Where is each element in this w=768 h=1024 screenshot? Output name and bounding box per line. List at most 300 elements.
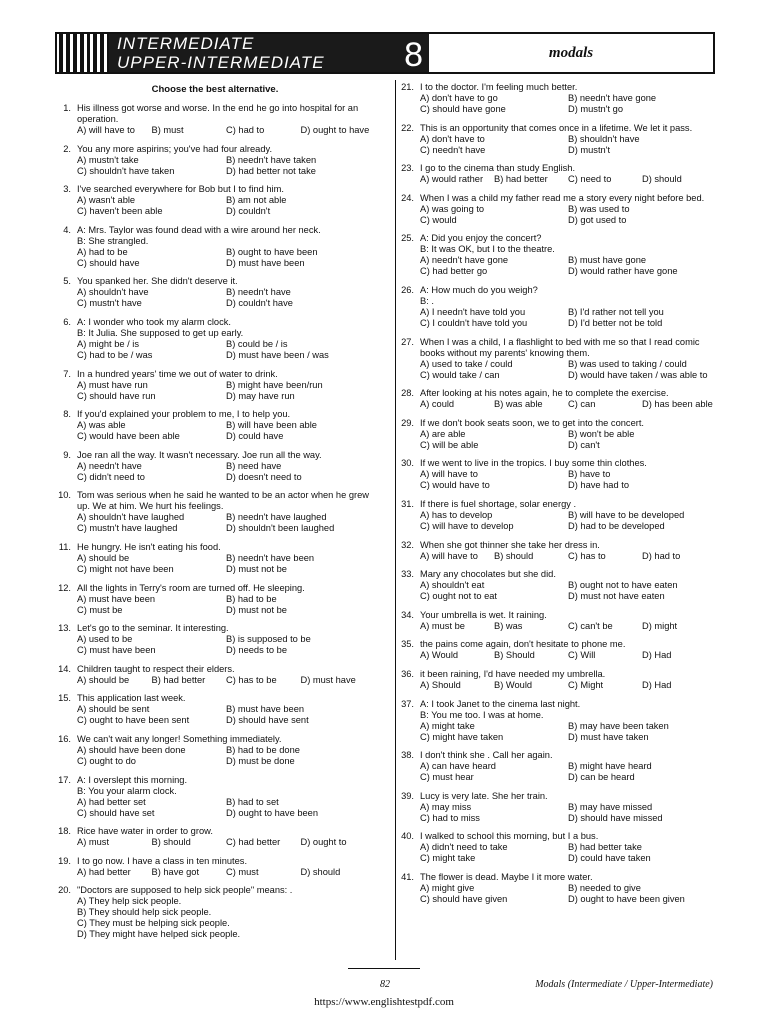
answer-option[interactable]: A) didn't need to take <box>420 842 508 853</box>
answer-option[interactable]: C) will have to develop <box>420 520 514 531</box>
answer-option[interactable]: A) will have to <box>77 125 135 135</box>
answer-option[interactable]: C) I couldn't have told you <box>420 317 528 328</box>
answer-option[interactable]: B) ought to have been <box>226 246 318 257</box>
answer-option[interactable]: C) will be able <box>420 439 479 450</box>
question-item <box>398 872 716 905</box>
question-number: 10. <box>58 490 71 501</box>
question-number: 35. <box>401 639 414 650</box>
question-stem: I walked to school this morning, but I a bus. <box>420 831 599 842</box>
answer-option[interactable]: C) should have set <box>77 807 155 818</box>
question-number: 5. <box>63 276 71 287</box>
question-stem: If you'd explained your problem to me, I to help you. <box>77 409 291 420</box>
answer-option[interactable]: A) needn't have gone <box>420 255 509 266</box>
question-stem: I don't think she . Call her again. <box>420 750 553 761</box>
answer-option[interactable]: B) Would <box>494 679 533 690</box>
question-item <box>398 499 716 532</box>
answer-option[interactable]: D) ought to have been <box>226 807 319 818</box>
answer-option[interactable]: B) must have been <box>226 704 305 715</box>
answer-option[interactable]: C) has to <box>568 550 606 561</box>
question-stem: A: How much do you weigh? B: . <box>420 284 538 306</box>
answer-option[interactable]: B) had better take <box>568 842 642 853</box>
question-number: 6. <box>63 316 71 327</box>
answer-option[interactable]: B) was used to taking / could <box>568 358 687 369</box>
answer-options <box>420 429 716 451</box>
answer-option[interactable]: A) should have been done <box>77 744 186 755</box>
question-item <box>55 664 375 686</box>
answer-option[interactable]: D) mustn't <box>568 144 611 155</box>
level-line-2: UPPER-INTERMEDIATE <box>117 53 325 72</box>
question-number: 15. <box>58 693 71 704</box>
answer-option[interactable]: B) needed to give <box>568 882 641 893</box>
footer-title: Modals (Intermediate / Upper-Intermediate) <box>535 979 713 990</box>
answer-options <box>77 512 375 534</box>
answer-option[interactable]: B) had to be <box>226 593 277 604</box>
answer-option[interactable]: D) had better not take <box>226 165 316 176</box>
answer-option[interactable]: B) have got <box>151 866 200 877</box>
answer-option[interactable]: A) used to be <box>77 634 133 645</box>
answer-option[interactable]: C) must be <box>77 604 123 615</box>
answer-option[interactable]: B) shouldn't have <box>568 133 640 144</box>
question-number: 39. <box>401 790 414 801</box>
answer-options <box>77 594 375 616</box>
answer-option[interactable]: D) needs to be <box>226 645 287 656</box>
answer-options <box>420 621 716 632</box>
question-stem: "Doctors are supposed to help sick people" means: . <box>77 885 293 896</box>
question-number: 21. <box>401 82 414 92</box>
question-stem: I've searched everywhere for Bob but I to find him. <box>77 184 284 195</box>
level-banner <box>109 34 429 72</box>
answer-option[interactable]: A) Would <box>420 650 459 661</box>
answer-option[interactable]: B) Should <box>494 650 535 661</box>
answer-option[interactable]: A) should be <box>77 674 130 685</box>
unit-header <box>55 32 715 74</box>
answer-option[interactable]: D) couldn't <box>226 206 271 217</box>
question-stem: His illness got worse and worse. In the end he go into hospital for an operation. <box>77 103 359 124</box>
question-stem: This application last week. <box>77 693 186 704</box>
question-stem: Rice have water in order to grow. <box>77 826 213 837</box>
question-item <box>55 490 375 534</box>
answer-options <box>420 359 716 381</box>
answer-option[interactable]: C) had to be / was <box>77 349 153 360</box>
question-number: 38. <box>401 750 414 761</box>
question-item <box>398 569 716 602</box>
question-item <box>398 285 716 329</box>
question-number: 37. <box>401 698 414 709</box>
instructions: Choose the best alternative. <box>151 84 279 95</box>
answer-option[interactable]: A) can have heard <box>420 761 496 772</box>
answer-option[interactable]: B) should <box>494 550 534 561</box>
answer-option[interactable]: D) must have been <box>226 257 305 268</box>
question-stem: Tom was serious when he said he wanted to be an actor when he grew up. We at him. We hurt his feelings. <box>77 490 369 512</box>
question-stem: A: I overslept this morning. B: You your alarm clock. <box>77 774 188 796</box>
answer-option[interactable]: C) might have taken <box>420 731 504 742</box>
answer-option[interactable]: B) must have gone <box>568 255 647 266</box>
answer-option[interactable]: C) would have been able <box>77 431 180 442</box>
answer-option[interactable]: C) mustn't have <box>77 298 142 309</box>
answer-option[interactable]: A) had better <box>77 866 131 877</box>
question-stem: If we don't book seats soon, we to get into the concert. <box>420 417 645 428</box>
answer-option[interactable]: A) shouldn't have laughed <box>77 512 185 523</box>
question-number: 40. <box>401 831 414 842</box>
answer-option[interactable]: A) needn't have <box>77 460 142 471</box>
question-item <box>398 699 716 743</box>
answer-option[interactable]: B) They should help sick people. <box>77 907 212 918</box>
answer-option[interactable]: B) may have missed <box>568 801 653 812</box>
question-number: 13. <box>58 623 71 634</box>
answer-option[interactable]: D) could have taken <box>568 853 651 864</box>
answer-options <box>77 634 375 656</box>
answer-option[interactable]: D) ought to have <box>300 125 370 135</box>
answer-options <box>77 125 375 136</box>
question-number: 32. <box>401 539 414 550</box>
answer-option[interactable]: D) should have missed <box>568 812 663 823</box>
answer-option[interactable]: A) shouldn't have <box>77 287 149 298</box>
answer-option[interactable]: D) might <box>642 620 678 631</box>
question-stem: This is an opportunity that comes once in a lifetime. We let it pass. <box>420 122 693 133</box>
question-number: 17. <box>58 774 71 785</box>
answer-option[interactable]: A) might give <box>420 882 475 893</box>
answer-option[interactable]: A) used to take / could <box>420 358 513 369</box>
question-number: 26. <box>401 284 414 295</box>
question-number: 11. <box>58 541 71 552</box>
answer-option[interactable]: C) shouldn't have taken <box>77 165 175 176</box>
question-stem: Children taught to respect their elders. <box>77 663 235 674</box>
answer-options <box>77 837 375 848</box>
column-divider <box>395 80 396 960</box>
answer-options <box>420 680 716 691</box>
question-item <box>55 734 375 767</box>
answer-option[interactable]: B) had to set <box>226 796 279 807</box>
answer-options <box>420 255 716 277</box>
answer-option[interactable]: B) needn't have laughed <box>226 512 327 523</box>
unit-number: 8 <box>404 36 423 74</box>
answer-option[interactable]: D) must not be <box>226 604 287 615</box>
question-item <box>55 623 375 656</box>
answer-option[interactable]: D) must not be <box>226 563 287 574</box>
answer-option[interactable]: C) haven't been able <box>77 206 163 217</box>
question-item <box>55 276 375 309</box>
answer-option[interactable]: C) should have run <box>77 390 156 401</box>
answer-option[interactable]: C) ought not to eat <box>420 591 498 602</box>
answer-option[interactable]: D) would have taken / was able to <box>568 369 708 380</box>
answer-option[interactable]: C) must hear <box>420 772 474 783</box>
answer-option[interactable]: C) mustn't have laughed <box>77 523 178 534</box>
answer-option[interactable]: A) wasn't able <box>77 195 136 206</box>
question-number: 3. <box>63 184 71 195</box>
answer-option[interactable]: B) needn't have been <box>226 552 315 563</box>
question-number: 31. <box>401 498 414 509</box>
answer-options <box>77 675 375 686</box>
answer-option[interactable]: A) was going to <box>420 203 485 214</box>
answer-option[interactable]: C) can't be <box>568 620 613 631</box>
source-url: https://www.englishtestpdf.com <box>314 996 454 1008</box>
question-number: 16. <box>58 733 71 744</box>
question-stem: If we went to live in the tropics. I buy some thin clothes. <box>420 458 647 469</box>
answer-option[interactable]: B) was <box>494 620 523 631</box>
answer-option[interactable]: D) had to be developed <box>568 520 665 531</box>
answer-option[interactable]: A) mustn't take <box>77 154 139 165</box>
answer-option[interactable]: D) must have taken <box>568 731 649 742</box>
answer-options <box>420 802 716 824</box>
question-item <box>55 225 375 269</box>
answer-option[interactable]: C) need to <box>568 174 612 185</box>
question-item <box>398 750 716 783</box>
answer-option[interactable]: C) might not have been <box>77 563 174 574</box>
answer-option[interactable]: A) are able <box>420 428 466 439</box>
question-stem: Your umbrella is wet. It raining. <box>420 609 547 620</box>
answer-option[interactable]: B) ought not to have eaten <box>568 580 678 591</box>
answer-options <box>420 399 716 410</box>
answer-option[interactable]: C) would <box>420 214 457 225</box>
question-item <box>398 669 716 691</box>
answer-options <box>420 650 716 661</box>
answer-option[interactable]: B) had better <box>151 674 206 685</box>
answer-option[interactable]: B) should <box>151 837 191 848</box>
answer-option[interactable]: A) don't have to go <box>420 93 498 103</box>
answer-option[interactable]: C) has to be <box>226 674 277 685</box>
answer-option[interactable]: C) Will <box>568 650 596 661</box>
answer-option[interactable]: B) need have <box>226 460 282 471</box>
answer-options <box>420 721 716 743</box>
answer-option[interactable]: D) got used to <box>568 214 627 225</box>
answer-option[interactable]: C) would take / can <box>420 369 500 380</box>
question-stem: A: Mrs. Taylor was found dead with a wire around her neck. B: She strangled. <box>77 224 321 246</box>
question-item <box>398 791 716 824</box>
question-item <box>398 831 716 864</box>
answer-option[interactable]: D) could have <box>226 431 284 442</box>
answer-option[interactable]: C) needn't have <box>420 144 486 155</box>
question-item <box>55 885 375 940</box>
answer-option[interactable]: B) was able <box>494 399 543 410</box>
answer-option[interactable]: C) should have <box>77 257 140 268</box>
question-item <box>398 82 716 115</box>
answer-option[interactable]: D) would rather have gone <box>568 266 678 277</box>
answer-options <box>77 867 375 878</box>
answer-option[interactable]: A) has to develop <box>420 509 493 520</box>
answer-option[interactable]: D) should <box>642 174 682 185</box>
question-stem: After looking at his notes again, he to complete the exercise. <box>420 388 669 399</box>
answer-option[interactable]: B) was used to <box>568 203 630 214</box>
answer-option[interactable]: A) had better set <box>77 796 146 807</box>
answer-option[interactable]: D) must not have eaten <box>568 591 665 602</box>
answer-option[interactable]: C) Might <box>568 679 604 690</box>
answer-options <box>77 745 375 767</box>
answer-options <box>77 704 375 726</box>
answer-option[interactable]: A) don't have to <box>420 133 485 144</box>
answer-option[interactable]: D) must be done <box>226 755 295 766</box>
answer-options <box>77 380 375 402</box>
answer-options <box>77 553 375 575</box>
answer-option[interactable]: B) might have been/run <box>226 379 323 390</box>
answer-option[interactable]: C) had to miss <box>420 812 480 823</box>
answer-option[interactable]: A) must <box>77 837 110 848</box>
question-number: 36. <box>401 668 414 679</box>
answer-option[interactable]: B) have to <box>568 469 611 480</box>
answer-option[interactable]: A) They help sick people. <box>77 896 182 907</box>
question-stem: A: Did you enjoy the concert? B: It was OK, but I to the theatre. <box>420 233 555 255</box>
answer-option[interactable]: D) ought to <box>300 837 347 848</box>
question-stem: The flower is dead. Maybe I it more water. <box>420 871 593 882</box>
answer-option[interactable]: A) must have run <box>77 379 148 390</box>
answer-options <box>420 761 716 783</box>
question-stem: Let's go to the seminar. It interesting. <box>77 623 229 634</box>
answer-options <box>420 580 716 602</box>
answer-options <box>77 287 375 309</box>
answer-option[interactable]: C) should have given <box>420 893 508 904</box>
answer-option[interactable]: A) was able <box>77 420 126 431</box>
question-item <box>55 542 375 575</box>
answer-options <box>420 174 716 185</box>
answer-option[interactable]: A) shouldn't eat <box>420 580 485 591</box>
question-item <box>55 184 375 217</box>
answer-option[interactable]: C) They must be helping sick people. <box>77 918 230 929</box>
answer-option[interactable]: A) may miss <box>420 801 472 812</box>
answer-options <box>77 896 375 940</box>
answer-options <box>420 204 716 226</box>
answer-option[interactable]: C) had better go <box>420 266 488 277</box>
answer-option[interactable]: C) didn't need to <box>77 471 145 482</box>
question-item <box>55 583 375 616</box>
answer-option[interactable]: B) I'd rather not tell you <box>568 306 664 317</box>
question-number: 1. <box>63 103 71 113</box>
left-column <box>55 82 375 948</box>
answer-option[interactable]: D) Had <box>642 650 672 661</box>
answer-option[interactable]: C) ought to have been sent <box>77 715 190 726</box>
answer-option[interactable]: A) I needn't have told you <box>420 306 526 317</box>
answer-option[interactable]: A) will have to <box>420 550 478 561</box>
question-number: 33. <box>401 569 414 580</box>
question-number: 18. <box>58 826 71 837</box>
question-number: 23. <box>401 163 414 174</box>
answer-option[interactable]: B) needn't have taken <box>226 154 317 165</box>
answer-option[interactable]: B) could be / is <box>226 338 288 349</box>
question-number: 27. <box>401 336 414 347</box>
answer-option[interactable]: A) would rather <box>420 174 484 185</box>
answer-option[interactable]: B) won't be able <box>568 428 635 439</box>
answer-option[interactable]: C) would have to <box>420 480 490 491</box>
answer-option[interactable]: C) should have gone <box>420 104 506 114</box>
question-stem: I to go now. I have a class in ten minutes. <box>77 855 248 866</box>
answer-option[interactable]: C) can <box>568 399 596 410</box>
answer-option[interactable]: B) needn't have <box>226 287 291 298</box>
answer-option[interactable]: D) have had to <box>568 480 629 491</box>
answer-option[interactable]: D) They might have helped sick people. <box>77 929 241 940</box>
answer-option[interactable]: C) might take <box>420 853 476 864</box>
answer-option[interactable]: A) might take <box>420 720 475 731</box>
question-stem: Lucy is very late. She her train. <box>420 790 548 801</box>
answer-options <box>420 883 716 905</box>
answer-option[interactable]: C) ought to do <box>77 755 136 766</box>
answer-option[interactable]: B) am not able <box>226 195 287 206</box>
question-number: 30. <box>401 458 414 469</box>
answer-option[interactable]: D) must have been / was <box>226 349 329 360</box>
question-stem: You spanked her. She didn't deserve it. <box>77 276 238 287</box>
answer-option[interactable]: A) must have been <box>77 593 156 604</box>
page-number: 82 <box>380 979 390 990</box>
answer-option[interactable]: A) should be <box>77 552 130 563</box>
question-item <box>398 388 716 410</box>
answer-option[interactable]: D) doesn't need to <box>226 471 302 482</box>
question-item <box>398 639 716 661</box>
question-stem: Mary any chocolates but she did. <box>420 569 556 580</box>
question-stem: All the lights in Terry's room are turned off. He sleeping. <box>77 582 305 593</box>
answer-option[interactable]: D) shouldn't been laughed <box>226 523 335 534</box>
answer-option[interactable]: A) Should <box>420 679 461 690</box>
answer-option[interactable]: B) will have been able <box>226 420 317 431</box>
answer-option[interactable]: A) had to be <box>77 246 128 257</box>
question-stem: When I was a child, I a flashlight to bed with me so that I read comic books without my parents' knowing them. <box>420 336 700 358</box>
answer-option[interactable]: B) must <box>151 125 184 135</box>
answer-option[interactable]: B) had better <box>494 174 548 185</box>
answer-option[interactable]: C) must <box>226 866 259 877</box>
answer-option[interactable]: B) might have heard <box>568 761 652 772</box>
answer-option[interactable]: D) must have <box>300 674 356 685</box>
answer-option[interactable]: D) Had <box>642 679 672 690</box>
question-stem: In a hundred years' time we out of water to drink. <box>77 368 278 379</box>
answer-option[interactable]: B) may have been taken <box>568 720 669 731</box>
question-item <box>55 826 375 848</box>
question-stem: He hungry. He isn't eating his food. <box>77 541 221 552</box>
answer-options <box>77 420 375 442</box>
question-item <box>55 450 375 483</box>
answer-option[interactable]: D) can't <box>568 439 600 450</box>
answer-option[interactable]: C) had better <box>226 837 281 848</box>
answer-option[interactable]: D) I'd better not be told <box>568 317 663 328</box>
question-number: 8. <box>63 409 71 420</box>
question-number: 12. <box>58 582 71 593</box>
answer-option[interactable]: A) might be / is <box>77 338 140 349</box>
answer-option[interactable]: D) should <box>300 866 341 877</box>
answer-options <box>420 134 716 156</box>
answer-option[interactable]: B) is supposed to be <box>226 634 311 645</box>
question-stem: A: I wonder who took my alarm clock. B: It Julia. She supposed to get up early. <box>77 316 244 338</box>
question-stem: it been raining, I'd have needed my umbrella. <box>420 668 606 679</box>
answer-options <box>77 461 375 483</box>
question-number: 28. <box>401 388 414 399</box>
answer-option[interactable]: B) had to be done <box>226 744 300 755</box>
answer-option[interactable]: D) couldn't have <box>226 298 293 309</box>
question-number: 20. <box>58 885 71 896</box>
answer-option[interactable]: C) must have been <box>77 645 156 656</box>
answer-option[interactable]: B) will have to be developed <box>568 509 685 520</box>
question-number: 41. <box>401 871 414 882</box>
answer-option[interactable]: A) must be <box>420 620 465 631</box>
answer-option[interactable]: A) could <box>420 399 455 410</box>
answer-option[interactable]: C) had to <box>226 125 265 135</box>
answer-option[interactable]: A) will have to <box>420 469 478 480</box>
question-stem: When she got thinner she take her dress in. <box>420 539 600 550</box>
answer-option[interactable]: D) has been able <box>642 399 713 410</box>
answer-option[interactable]: D) can be heard <box>568 772 635 783</box>
question-number: 14. <box>58 663 71 674</box>
question-item <box>55 693 375 726</box>
question-item <box>55 144 375 177</box>
answer-option[interactable]: D) ought to have been given <box>568 893 685 904</box>
question-number: 22. <box>401 122 414 133</box>
question-stem: I go to the cinema than study English. <box>420 163 576 174</box>
question-number: 34. <box>401 609 414 620</box>
question-stem: Joe ran all the way. It wasn't necessary. Joe run all the way. <box>77 449 322 460</box>
answer-options <box>420 551 716 562</box>
answer-option[interactable]: A) should be sent <box>77 704 150 715</box>
answer-options <box>77 797 375 819</box>
answer-option[interactable]: D) should have sent <box>226 715 309 726</box>
answer-option[interactable]: D) mustn't go <box>568 104 623 114</box>
answer-option[interactable]: B) needn't have gone <box>568 93 657 103</box>
question-stem: When I was a child my father read me a story every night before bed. <box>420 192 705 203</box>
answer-option[interactable]: D) may have run <box>226 390 295 401</box>
answer-option[interactable]: D) had to <box>642 550 681 561</box>
